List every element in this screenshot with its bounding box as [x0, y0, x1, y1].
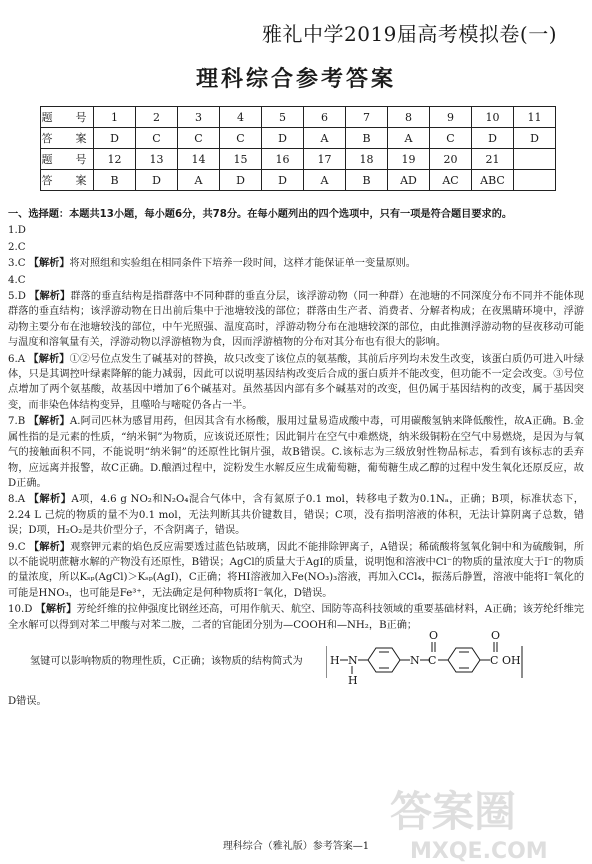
structure-line [8, 628, 584, 694]
svg-text:H: H [330, 653, 340, 667]
analysis-tag: 【解析】 [28, 541, 71, 553]
table-cell: A [304, 170, 346, 191]
explanations [8, 207, 584, 710]
item-number: 6.A [8, 353, 26, 365]
svg-text:OH: OH [502, 653, 521, 667]
table-cell: 8 [388, 107, 430, 128]
table-cell: A [304, 128, 346, 149]
explanation-list [8, 223, 584, 601]
structure-lead-text: 氢键可以影响物质的物理性质，C正确；该物质的结构简式为 [30, 655, 303, 667]
item-number: 4.C [8, 274, 26, 286]
item-text: A项，4.6 g NO₂和N₂O₄混合气体中，含有氮原子0.1 mol，转移电子数为0.1Nₐ，正确；B项，标准状态下，2.24 L 己烷的物质的量不为0.1 mol，无法判断其共价键数目，错误；C项，没有指明溶液的体积，无法计算阴离子总数，错误；D项，H₂O₂是共价型分子，不含阴离子，错误。 [8, 494, 584, 537]
item-text: 将对照组和实验组在相同条件下培养一段时间，这样才能保证单一变量原则。 [69, 258, 416, 270]
analysis-tag: 【解析】 [28, 258, 70, 270]
svg-text:MXQE.COM: MXQE.COM [410, 839, 548, 864]
item-text: ①②号位点发生了碱基对的替换，故只改变了该位点的氨基酸，其前后序列均未发生改变，该蛋白质仍可进入叶绿体，只是其调控叶绿素降解的能力减弱，因此可以说明基因结构改变后合成的蛋白质并不能改变，但功能不一定会改变。③号位点增加了两个氨基酸，故基因中增加了6个碱基对。虽然基因内部有多个碱基对的改变，但仍属于基因结构的改变，属于基因突变，而非染色体结构变异，且噬哈与嘧啶仍各占一半。 [8, 353, 584, 411]
explanation-item [8, 492, 584, 538]
svg-text:C: C [428, 653, 437, 667]
analysis-tag: 【解析】 [35, 604, 77, 616]
table-cell: D [94, 128, 136, 149]
table-cell: B [94, 170, 136, 191]
table-cell: 13 [136, 149, 178, 170]
explanation-item [8, 256, 584, 271]
explanation-item [8, 289, 584, 351]
item-number: 7.B [8, 416, 26, 428]
explanation-item [8, 223, 584, 238]
table-cell: C [430, 128, 472, 149]
item-number: 5.D [8, 291, 26, 303]
table-cell: B [346, 128, 388, 149]
table-cell: D [472, 128, 514, 149]
row-label-question: 题 号 [41, 149, 94, 170]
table-cell: AD [388, 170, 430, 191]
table-cell: 9 [430, 107, 472, 128]
table-cell: 16 [262, 149, 304, 170]
svg-text:O: O [429, 628, 439, 642]
table-cell: 21 [472, 149, 514, 170]
explanation-item [8, 414, 584, 491]
row-label-answer: 答 案 [41, 170, 94, 191]
table-row-answers-2 [41, 170, 556, 191]
explanation-item [8, 240, 584, 255]
table-cell: C [220, 128, 262, 149]
explanation-item-10-end: D错误。 [8, 695, 47, 707]
table-cell: 15 [220, 149, 262, 170]
table-cell: 1 [94, 107, 136, 128]
svg-text:H: H [348, 673, 358, 687]
table-cell: D [514, 128, 556, 149]
table-cell: ABC [472, 170, 514, 191]
table-cell: 4 [220, 107, 262, 128]
explanation-item [8, 540, 584, 602]
explanation-item [8, 273, 584, 288]
table-cell-empty [514, 170, 556, 191]
item-number: 8.A [8, 494, 26, 506]
table-cell: 3 [178, 107, 220, 128]
table-cell: 5 [262, 107, 304, 128]
analysis-tag: 【解析】 [29, 291, 71, 303]
item-number: 1.D [8, 225, 26, 237]
analysis-tag: 【解析】 [28, 494, 72, 506]
table-cell: D [220, 170, 262, 191]
table-row-answers-1 [41, 128, 556, 149]
table-cell-empty [514, 149, 556, 170]
table-cell: B [346, 170, 388, 191]
table-cell: 6 [304, 107, 346, 128]
table-cell: 11 [514, 107, 556, 128]
analysis-tag: 【解析】 [28, 416, 70, 428]
table-cell: 2 [136, 107, 178, 128]
table-cell: 7 [346, 107, 388, 128]
table-cell: 19 [388, 149, 430, 170]
table-row-questions-1 [41, 107, 556, 128]
svg-text:N: N [348, 653, 358, 667]
school-exam-title: 雅礼中学2019届高考模拟卷(一) [262, 22, 558, 46]
page-footer: 理科综合（雅礼版）参考答案—1 [222, 841, 370, 852]
table-cell: 20 [430, 149, 472, 170]
table-cell: C [178, 128, 220, 149]
table-cell: 18 [346, 149, 388, 170]
svg-text:N: N [410, 653, 420, 667]
item-number: 9.C [8, 541, 26, 553]
table-cell: A [388, 128, 430, 149]
table-cell: D [262, 128, 304, 149]
row-label-question: 题 号 [41, 107, 94, 128]
item-text: 群落的垂直结构是指群落中不同种群的垂直分层，该浮游动物（同一种群）在池塘的不同深度分布不同并不能体现群落的垂直结构；该浮游动物在日出前后集中于池塘较浅的部位；群落由生产者、消费者、分解者构成；在夜黑睛环境中，浮游动物主要分布在池塘较浅的部位，中午光照强、温度高时，浮游动物分布在池塘较深的部位，由此推测浮游动物的昼夜移动可能与温度和溶氧量有关，浮游动物以浮游植物为食，因而浮游植物的分布对其分布也有很大的影响。 [8, 291, 584, 349]
table-row-questions-2 [41, 149, 556, 170]
explanation-item [8, 352, 584, 414]
section-heading: 一、选择题：本题共13小题，每小题6分，共78分。在每小题列出的四个选项中，只有一项是符合题目要求的。 [8, 209, 513, 220]
aramid-structure-formula [326, 628, 586, 690]
analysis-tag: 【解析】 [28, 353, 70, 365]
item-text: 芳纶纤维的拉伸强度比钢丝还高，可用作航天、航空、国防等高科技领域的重要基础材料，A正确；该芳纶纤维完全水解可以得到对苯二甲酸与对苯二胺，二者的官能团分别为—COOH和—NH₂，B正确； [8, 604, 585, 631]
item-text: A.阿司匹林为感冒用药，但因其含有水杨酸，服用过量易造成酸中毒，可用碳酸氢钠来降低酸性，故A正确。B.金属性指的是元素的性质，“纳米铜”为物质，应该说还原性；因此铜片在空气中难燃烧，纳米级铜粉在空气中易燃烧，是因为与氧气的接触面积不同，不能说明“纳米铜”的还原性比铜片强，故B错误。C.该标志为三级放射性物品标志，看到有该标志的丢弃物，应远离并报警，故C正确。D.酿酒过程中，淀粉发生水解反应生成葡萄糖，葡萄糖生成乙醇的过程中发生氧化还原反应，故D正确。 [8, 416, 584, 489]
table-cell: 12 [94, 149, 136, 170]
table-cell: A [178, 170, 220, 191]
answer-table [40, 106, 556, 191]
table-cell: 17 [304, 149, 346, 170]
table-cell: C [136, 128, 178, 149]
svg-text:O: O [491, 628, 501, 642]
item-number: 10.D [8, 604, 33, 616]
svg-text:答案圈: 答案圈 [390, 787, 517, 836]
table-cell: D [262, 170, 304, 191]
item-text: 观察钾元素的焰色反应需要透过蓝色钴玻璃，因此不能排除钾离子，A错误；稀硫酸将氢氧化铜中和为硫酸铜，所以不能说明蔗糖水解的产物没有还原性，B错误；AgCl的质量大于AgI的质量，说明饱和溶液中Cl⁻的物质的量浓度大于I⁻的物质的量浓度，所以Kₛₚ(AgCl)＞Kₛₚ(AgI)，C正确；将HI溶液加入Fe(NO₃)₃溶液，再加入CCl₄，振荡后静置，溶液中能将I⁻氧化的可能是HNO₃，也可能是Fe³⁺，无法确定是何种物质将I⁻氧化，D错误。 [8, 541, 584, 599]
item-number: 3.C [8, 258, 26, 270]
row-label-answer: 答 案 [41, 128, 94, 149]
svg-text:C: C [490, 653, 499, 667]
page-title: 理科综合参考答案 [195, 67, 396, 92]
item-number: 2.C [8, 241, 26, 253]
table-cell: AC [430, 170, 472, 191]
table-cell: D [136, 170, 178, 191]
table-cell: 14 [178, 149, 220, 170]
table-cell: 10 [472, 107, 514, 128]
